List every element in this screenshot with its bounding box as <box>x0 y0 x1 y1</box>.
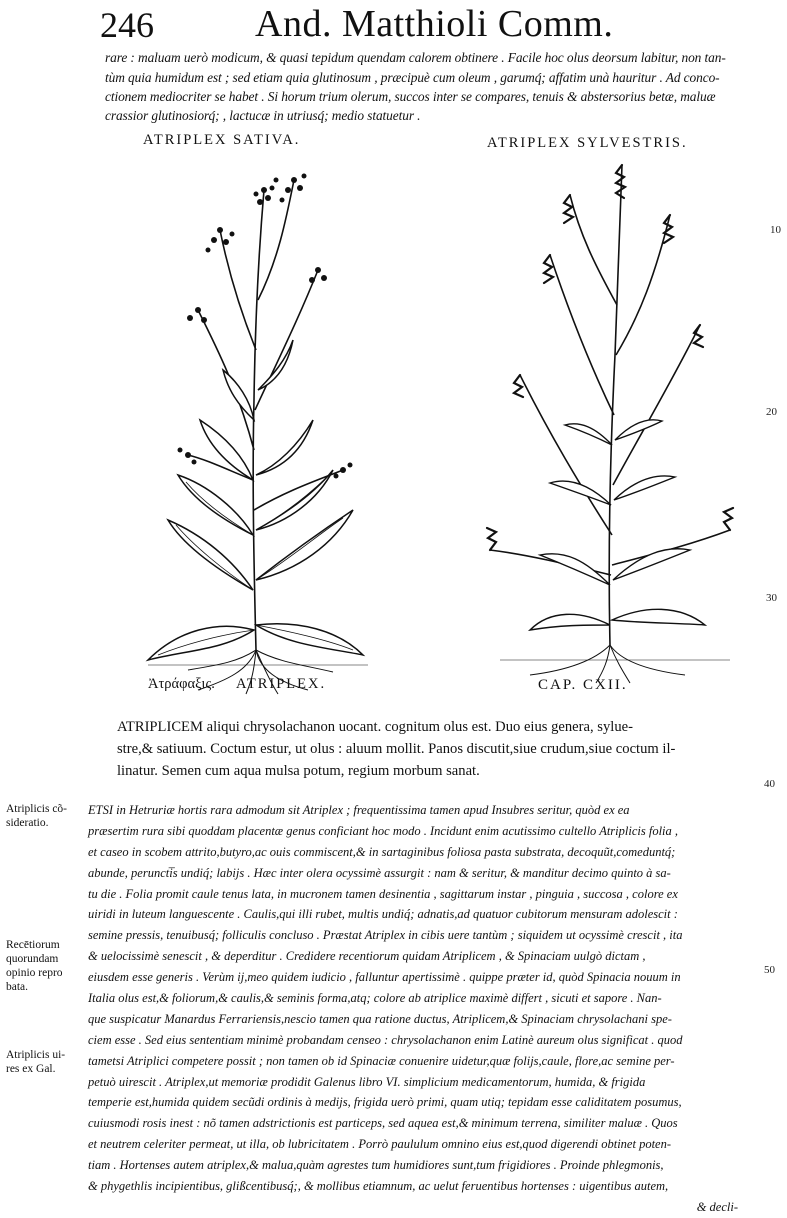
commentary-line: uiridi in luteum languescente . Caulis,qui illi rubet, multis undiq́; adnatis,ad quatuor cubitorum mensuram adolescit : <box>88 907 678 922</box>
margin-note-line: opinio repro <box>6 967 63 979</box>
chapter-number: CAP. CXII. <box>538 677 628 693</box>
commentary-text <box>88 800 768 1218</box>
left-figure-title: ATRIPLEX SATIVA. <box>143 132 301 148</box>
commentary-line: temperie est,humida quidem secũdi ordinis à medijs, frigida uerò primi, quam utiq; tepidam esse caliditatem posumus, <box>88 1095 682 1110</box>
intro-line: ctionem mediocriter se habet . Si horum trium olerum, succos inter se compares, tenuis & abstersorius betæ, maluæ <box>105 89 716 104</box>
intro-line: rare : maluam uerò modicum, & quasi tepidum quendam calorem obtinere . Facile hoc olus deorsum labitur, non tan- <box>105 50 726 65</box>
margin-note-line: bata. <box>6 981 29 993</box>
commentary-line: præsertim rura sibi quoddam placentæ genus conficiant hoc modo . Incidunt enim acutissimo cultello Atriplicis folia , <box>88 823 679 838</box>
commentary-line: tiam . Hortenses autem atriplex,& malua,quàm agrestes tum humidiores sunt,tum frigidiores . Proinde phlegmonis, <box>88 1158 664 1173</box>
commentary-line: ciem esse . Sed eius sententiam minimè probandam censeo : chrysolachanon enim Latinè aureum olus significat . quod <box>88 1032 683 1047</box>
margin-note-line: sideratio. <box>6 817 49 829</box>
commentary-line: & uelocissimè senescit , & deperditur . Credidere recentiorum quidam Atriplicem , & Spinaciam uulgò dictam , <box>88 949 646 964</box>
atriplex-sativa-illustration <box>128 150 388 695</box>
commentary-line: que suspicatur Manardus Ferrariensis,nescio tamen qua ratione ductus, Atriplicem,& Spinaciam chrysolachani spe- <box>88 1011 672 1026</box>
margin-note-line: Atriplicis ui- <box>6 1049 66 1061</box>
line-number: 30 <box>766 592 777 604</box>
commentary-line: ETSI in Hetruriæ hortis rara admodum sit Atriplex ; frequentissima tamen apud Insubres seritur, quòd ex ea <box>88 803 630 817</box>
margin-note-line: Atriplicis cõ- <box>6 803 67 815</box>
page-number: 246 <box>100 5 154 45</box>
latin-caption: ATRIPLEX. <box>236 676 327 692</box>
commentary-line: semine pressis, tenuibusq́; folliculis concluso . Præstat Atriplex in cibis uere tantùm ; siquidem ut ocyssimè crescit , ita <box>88 928 683 943</box>
margin-note-line: quorundam <box>6 953 59 965</box>
line-number: 20 <box>766 406 777 418</box>
commentary-line: tametsi Atriplici competere possit ; non tamen ob id Spinaciæ conuenire uidetur,quæ folijs,caule, flore,ac semine per- <box>88 1053 675 1068</box>
dioscorides-text <box>117 716 757 782</box>
commentary-line: abunde, peruncti̅s undiq́; labijs . Hæc inter olera ocyssimè assurgit : nam & seritur, & manditur decimo quinto à sa- <box>88 865 671 880</box>
intro-line: tùm quia humidum est ; sed etiam quia glutinosum , præcipuè cum oleum , garumq́; affatim unà hauritur . Ad conco- <box>105 70 720 85</box>
line-number: 10 <box>770 224 781 236</box>
line-number: 40 <box>764 778 775 790</box>
commentary-line: Italia olus est,& foliorum,& caulis,& seminis forma,atq; colore ab atriplice maximè differt , sicuti et sapore . Nan- <box>88 991 662 1006</box>
intro-line: crassior glutinosiorq́; , lactucæ in utriusq́; medio statuetur . <box>105 108 421 123</box>
commentary-line: cuiusmodi rosis inest : nõ tamen adstrictionis est particeps, sed aquea est,& minimum terrena, similiter maluæ . Quos <box>88 1116 678 1131</box>
line-number: 50 <box>764 964 775 976</box>
commentary-line: petuò uirescit . Atriplex,ut memoriæ prodidit Galenus libro VI. simplicium medicamentorum, humida, & frigida <box>88 1074 646 1089</box>
dioscorides-line: stre,& satiuum. Coctum estur, ut olus : aluum mollit. Panos discutit,siue crudum,siue coctum il- <box>117 741 676 757</box>
commentary-line: et caseo in scobem attrito,butyro,ac ouis commiscent,& in sartaginibus foliosa pasta substrata, decoquũt,comeduntq́; <box>88 844 676 859</box>
dioscorides-line: ATRIPLICEM aliqui chrysolachanon uocant. cognitum olus est. Duo eius genera, sylue- <box>117 719 633 735</box>
margin-note-line: Recētiorum <box>6 939 60 951</box>
greek-caption: Ἀτράφαξις. <box>148 676 215 692</box>
margin-note <box>6 1048 65 1076</box>
margin-note <box>6 938 63 994</box>
commentary-line: & decli- <box>696 1199 738 1214</box>
right-figure-title: ATRIPLEX SYLVESTRIS. <box>487 135 688 151</box>
dioscorides-line: linatur. Semen cum aqua mulsa potum, regium morbum sanat. <box>117 763 480 779</box>
running-title: And. Matthioli Comm. <box>255 3 614 45</box>
margin-note-line: res ex Gal. <box>6 1063 56 1075</box>
margin-note <box>6 802 67 830</box>
commentary-line: & phygethlis incipientibus, glißcentibusq́;, & mollibus etiamnum, ac uelut feruentibus hortenses : uigentibus autem, <box>88 1179 669 1194</box>
commentary-line: eiusdem esse generis . Verùm ij,meo quidem iudicio , falluntur apertissimè . quippe præter id, quòd Spinacia nouum in <box>88 970 681 985</box>
commentary-line: tu die . Folia promit caule tenus lata, in mucronem tamen desinentia , sagittarum instar , pinguia , succosa , colore ex <box>88 886 678 901</box>
commentary-line: et neutrem celeriter permeat, ut illa, ob lubricitatem . Porrò paululum omnino eius est,quod digerendi obtinet poten- <box>88 1137 672 1152</box>
atriplex-sylvestris-illustration <box>470 155 755 685</box>
